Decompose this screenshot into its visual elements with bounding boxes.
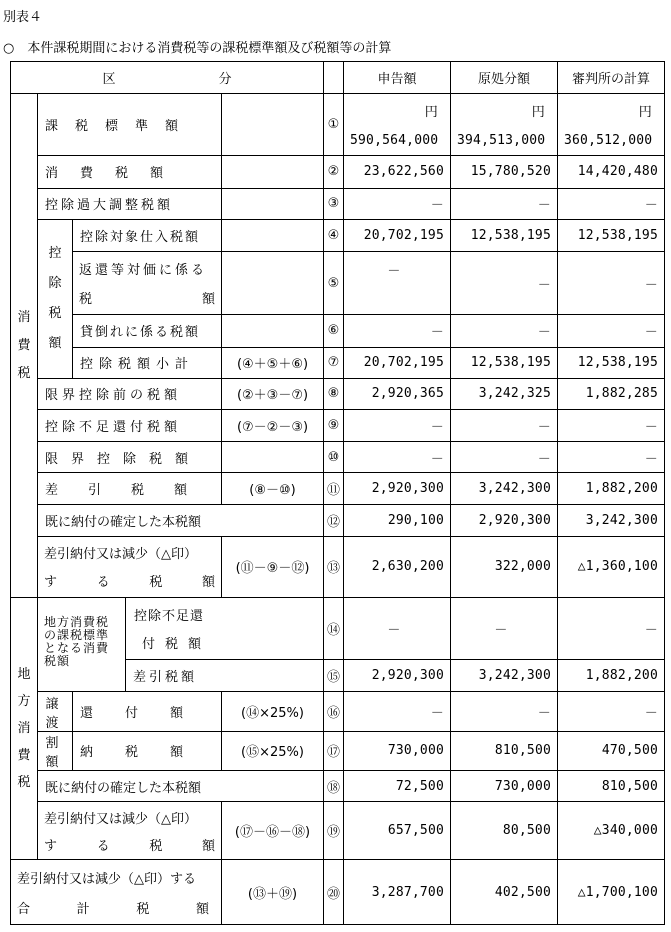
value-genshobun: － xyxy=(451,188,558,219)
row-number: ① xyxy=(324,94,344,155)
value-shinpansho: 810,500 xyxy=(558,770,665,801)
formula-cell: (⑦－②－③) xyxy=(222,409,324,441)
row-label: 返還等対価に係る 税 額 xyxy=(73,252,222,315)
section-shohizei: 消費税 xyxy=(11,94,38,598)
section-chiho-kazei: 地方消費税の課税標準となる消費税額 xyxy=(38,597,126,692)
value-shinkoku: － xyxy=(344,252,451,315)
table-row xyxy=(11,442,665,473)
row-number: ② xyxy=(324,155,344,188)
header-row xyxy=(11,62,665,94)
value-shinpansho: 12,538,195 xyxy=(558,219,665,251)
value-shinkoku: 2,630,200 xyxy=(344,536,451,597)
value-shinpansho: 1,882,200 xyxy=(558,473,665,505)
formula-cell: (⑪－⑨－⑫) xyxy=(222,536,324,597)
header-shinpansho: 審判所の計算 xyxy=(558,62,665,94)
row-label: 差引税額 xyxy=(126,660,324,692)
value-shinkoku: － xyxy=(344,315,451,347)
value-shinkoku: 20,702,195 xyxy=(344,347,451,378)
row-label: 控除不足還付税額 xyxy=(38,409,222,441)
value-shinkoku: 72,500 xyxy=(344,770,451,801)
value-shinkoku: － xyxy=(344,409,451,441)
table-row xyxy=(11,315,665,347)
row-label: 既に納付の確定した本税額 xyxy=(38,505,324,536)
row-number: ⑫ xyxy=(324,505,344,536)
row-number: ⑳ xyxy=(324,860,344,925)
value-shinkoku: 20,702,195 xyxy=(344,219,451,251)
value-shinpansho: － xyxy=(558,597,665,659)
value-shinpansho: － xyxy=(558,188,665,219)
table-row xyxy=(11,188,665,219)
value-genshobun: 730,000 xyxy=(451,770,558,801)
header-kubun xyxy=(11,62,324,94)
value-genshobun: － xyxy=(451,442,558,473)
formula-cell: (⑬＋⑲) xyxy=(222,860,324,925)
value-shinpansho: 470,500 xyxy=(558,731,665,770)
section-joto: 譲渡 xyxy=(38,692,73,731)
table-row xyxy=(11,378,665,409)
row-number: ⑭ xyxy=(324,597,344,659)
value-genshobun: 80,500 xyxy=(451,802,558,860)
section-kojozei: 控除税額 xyxy=(38,219,73,378)
value-genshobun: － xyxy=(451,692,558,731)
value-genshobun: 322,000 xyxy=(451,536,558,597)
row-label: 限界控除税額 xyxy=(38,442,222,473)
row-number: ⑰ xyxy=(324,731,344,770)
value-genshobun: － xyxy=(451,597,558,659)
row-label: 納税額 xyxy=(73,731,222,770)
table-row xyxy=(11,505,665,536)
row-number: ⑪ xyxy=(324,473,344,505)
formula-cell xyxy=(222,219,324,251)
value-shinpansho: △1,360,100 xyxy=(558,536,665,597)
row-label: 貸倒れに係る税額 xyxy=(73,315,222,347)
header-no xyxy=(324,62,344,94)
row-number: ⑦ xyxy=(324,347,344,378)
row-number: ④ xyxy=(324,219,344,251)
formula-cell xyxy=(222,155,324,188)
tax-calculation-table xyxy=(10,61,665,925)
value-shinkoku: － xyxy=(344,442,451,473)
value-shinkoku: 2,920,365 xyxy=(344,378,451,409)
formula-cell xyxy=(222,94,324,155)
row-number: ⑬ xyxy=(324,536,344,597)
row-label: 差引納付又は減少（△印） す る 税 額 xyxy=(38,536,222,597)
row-number: ⑤ xyxy=(324,252,344,315)
table-row xyxy=(11,802,665,860)
value-shinpansho: － xyxy=(558,409,665,441)
value-genshobun: 3,242,325 xyxy=(451,378,558,409)
formula-cell: (④＋⑤＋⑥) xyxy=(222,347,324,378)
row-label: 還付額 xyxy=(73,692,222,731)
value-genshobun: 2,920,300 xyxy=(451,505,558,536)
value-shinkoku: 730,000 xyxy=(344,731,451,770)
value-shinkoku: 2,920,300 xyxy=(344,473,451,505)
doc-title: ○ 本件課税期間における消費税等の課税標準額及び税額等の計算 xyxy=(3,41,392,56)
value-shinkoku: 3,287,700 xyxy=(344,860,451,925)
value-shinpansho: 3,242,300 xyxy=(558,505,665,536)
value-shinpansho: 14,420,480 xyxy=(558,155,665,188)
value-shinkoku: 290,100 xyxy=(344,505,451,536)
value-shinkoku: 円 590,564,000 xyxy=(344,94,451,155)
value-shinpansho: △1,700,100 xyxy=(558,860,665,925)
row-label: 差引納付又は減少（△印）する 合 計 税 額 xyxy=(11,860,222,925)
formula-cell xyxy=(222,315,324,347)
value-shinpansho: 円 360,512,000 xyxy=(558,94,665,155)
value-genshobun: 12,538,195 xyxy=(451,347,558,378)
value-shinpansho: 12,538,195 xyxy=(558,347,665,378)
value-genshobun: － xyxy=(451,252,558,315)
value-shinkoku: 23,622,560 xyxy=(344,155,451,188)
row-number: ⑱ xyxy=(324,770,344,801)
formula-cell: (⑰－⑯－⑱) xyxy=(222,802,324,860)
row-label: 控除不足還 付税額 xyxy=(126,597,324,659)
row-label: 課税標準額 xyxy=(38,94,222,155)
value-shinpansho: － xyxy=(558,692,665,731)
row-number: ③ xyxy=(324,188,344,219)
row-label: 消費税額 xyxy=(38,155,222,188)
value-genshobun: 402,500 xyxy=(451,860,558,925)
table-row xyxy=(11,409,665,441)
row-number: ⑲ xyxy=(324,802,344,860)
table-row xyxy=(11,731,665,770)
value-shinpansho: － xyxy=(558,252,665,315)
table-row xyxy=(11,94,665,155)
row-label: 控除税額小計 xyxy=(73,347,222,378)
table-label: 別表４ xyxy=(3,10,43,25)
row-label: 既に納付の確定した本税額 xyxy=(38,770,324,801)
value-genshobun: － xyxy=(451,315,558,347)
row-label: 限界控除前の税額 xyxy=(38,378,222,409)
table-row xyxy=(11,860,665,925)
header-kubun-text: 区 xyxy=(102,72,116,88)
value-shinkoku: － xyxy=(344,692,451,731)
formula-cell xyxy=(222,442,324,473)
table-row xyxy=(11,597,665,659)
formula-cell xyxy=(222,252,324,315)
value-shinkoku: － xyxy=(344,188,451,219)
table-row xyxy=(11,536,665,597)
row-number: ⑯ xyxy=(324,692,344,731)
table-row xyxy=(11,155,665,188)
value-genshobun: 810,500 xyxy=(451,731,558,770)
formula-cell: (⑭×25%) xyxy=(222,692,324,731)
row-number: ⑨ xyxy=(324,409,344,441)
value-genshobun: － xyxy=(451,409,558,441)
value-shinkoku: 657,500 xyxy=(344,802,451,860)
formula-cell: (⑧－⑩) xyxy=(222,473,324,505)
value-genshobun: 3,242,300 xyxy=(451,660,558,692)
value-shinpansho: － xyxy=(558,442,665,473)
row-number: ⑥ xyxy=(324,315,344,347)
row-label: 差引納付又は減少（△印） す る 税 額 xyxy=(38,802,222,860)
row-label: 控除対象仕入税額 xyxy=(73,219,222,251)
table-row xyxy=(11,347,665,378)
section-chiho: 地方消費税 xyxy=(11,597,38,859)
value-genshobun: 3,242,300 xyxy=(451,473,558,505)
formula-cell: (②＋③－⑦) xyxy=(222,378,324,409)
row-number: ⑩ xyxy=(324,442,344,473)
table-row xyxy=(11,692,665,731)
header-genshobun: 原処分額 xyxy=(451,62,558,94)
row-number: ⑧ xyxy=(324,378,344,409)
value-shinpansho: － xyxy=(558,315,665,347)
row-label: 差引税額 xyxy=(38,473,222,505)
value-genshobun: 円 394,513,000 xyxy=(451,94,558,155)
header-shinkoku: 申告額 xyxy=(344,62,451,94)
value-shinpansho: 1,882,200 xyxy=(558,660,665,692)
value-shinkoku: － xyxy=(344,597,451,659)
section-wari: 割額 xyxy=(38,731,73,770)
table-row xyxy=(11,770,665,801)
row-number: ⑮ xyxy=(324,660,344,692)
formula-cell xyxy=(222,188,324,219)
value-genshobun: 12,538,195 xyxy=(451,219,558,251)
table-row xyxy=(11,473,665,505)
value-shinpansho: 1,882,285 xyxy=(558,378,665,409)
table-row xyxy=(11,219,665,251)
value-shinpansho: △340,000 xyxy=(558,802,665,860)
formula-cell: (⑮×25%) xyxy=(222,731,324,770)
header-bun-text: 分 xyxy=(218,72,232,88)
row-label: 控除過大調整税額 xyxy=(38,188,222,219)
value-genshobun: 15,780,520 xyxy=(451,155,558,188)
table-row xyxy=(11,252,665,315)
value-shinkoku: 2,920,300 xyxy=(344,660,451,692)
